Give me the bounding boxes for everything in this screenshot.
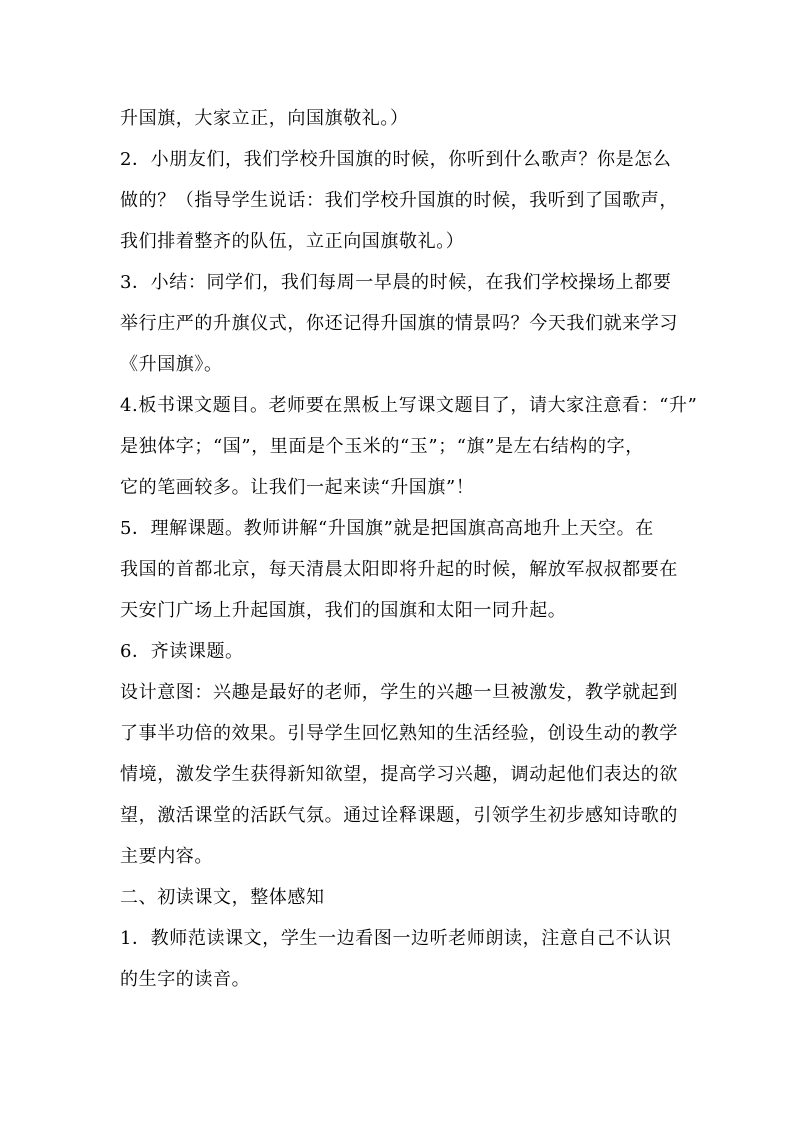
section-heading: 二、初读课文，整体感知 [120,887,325,908]
text-line: 2．小朋友们，我们学校升国旗的时候，你听到什么歌声？你是怎么 [120,149,672,170]
text-line: 我们排着整齐的队伍，立正向国旗敬礼。） [120,231,465,252]
text-line: 了事半功倍的效果。引导学生回忆熟知的生活经验，创设生动的教学 [120,723,678,744]
text-line: 做的？（指导学生说话：我们学校升国旗的时候，我听到了国歌声， [120,190,678,211]
text-line: 主要内容。 [120,846,213,867]
text-line: 望，激活课堂的活跃气氛。通过诠释课题，引领学生初步感知诗歌的 [120,805,678,826]
text-line: 情境，激发学生获得新知欲望，提高学习兴趣，调动起他们表达的欲 [120,764,678,785]
text-line: 是独体字；“国”，里面是个玉米的“玉”；“旗”是左右结构的字， [120,436,644,457]
text-line: 升国旗，大家立正，向国旗敬礼。） [120,108,409,129]
text-line: 设计意图：兴趣是最好的老师，学生的兴趣一旦被激发，教学就起到 [120,682,678,703]
text-line: 1．教师范读课文，学生一边看图一边听老师朗读，注意自己不认识 [120,928,672,949]
text-line: 3．小结：同学们，我们每周一早晨的时候，在我们学校操场上都要 [120,272,672,293]
text-line: 我国的首都北京，每天清晨太阳即将升起的时候，解放军叔叔都要在 [120,559,678,580]
text-line: 天安门广场上升起国旗，我们的国旗和太阳一同升起。 [120,600,567,621]
text-line: 的生字的读音。 [120,969,251,990]
text-line: 它的笔画较多。让我们一起来读“升国旗”！ [120,477,475,498]
text-line: 《升国旗》。 [120,354,223,375]
text-line: 4.板书课文题目。老师要在黑板上写课文题目了，请大家注意看：“升” [120,395,698,416]
text-line: 5．理解课题。教师讲解“升国旗”就是把国旗高高地升上天空。在 [120,518,654,539]
document-body [120,98,698,1000]
text-line: 6．齐读课题。 [120,641,244,662]
text-line: 举行庄严的升旗仪式，你还记得升国旗的情景吗？今天我们就来学习 [120,313,678,334]
